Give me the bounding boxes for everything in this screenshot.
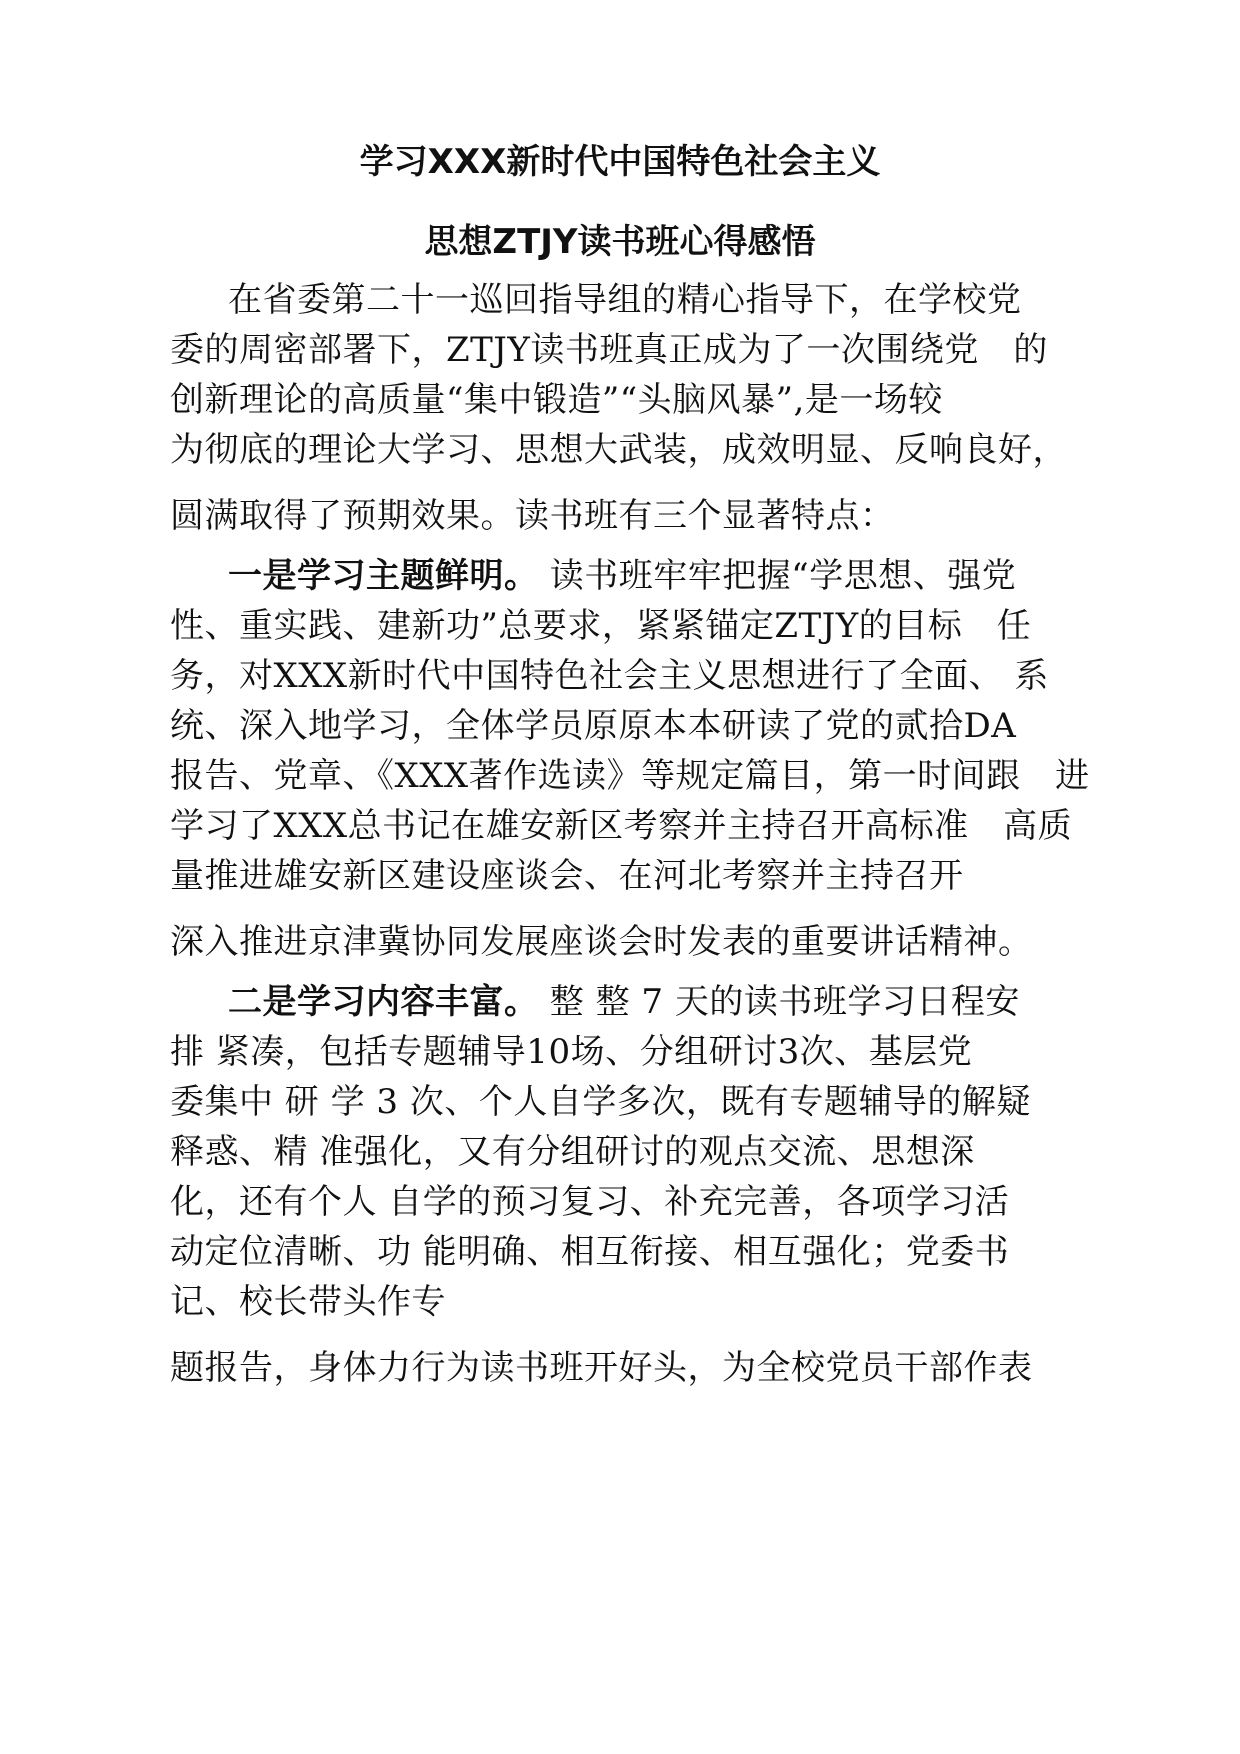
paragraph-2-first-line [228, 556, 1016, 596]
title-line-1: 学习XXX新时代中国特色社会主义 [359, 142, 881, 182]
paragraph-2-line: 学习了XXX总书记在雄安新区考察并主持召开高标准 高质 [170, 806, 1073, 846]
paragraph-2-line: 深入推进京津冀协同发展座谈会时发表的重要讲话精神。 [170, 922, 1033, 962]
paragraph-3-line: 题报告，身体力行为读书班开好头，为全校党员干部作表 [170, 1348, 1033, 1388]
paragraph-3-line: 释惑、精 准强化，又有分组研讨的观点交流、思想深 [170, 1132, 975, 1172]
paragraph-1-line: 委的周密部署下，ZTJY读书班真正成为了一次围绕党 的 [170, 330, 1048, 370]
title-line-2: 思想ZTJY读书班心得感悟 [424, 222, 816, 262]
paragraph-3-line: 整 整 7 天的读书班学习日程安 [538, 982, 1020, 1022]
paragraph-3-line: 委集中 研 学 3 次、个人自学多次，既有专题辅导的解疑 [170, 1082, 1031, 1122]
paragraph-2-line: 读书班牢牢把握“学思想、强党 [538, 556, 1017, 596]
paragraph-1-line: 创新理论的高质量“集中锻造”“头脑风暴”,是一场较 [170, 380, 943, 420]
paragraph-3-line: 排 紧凑，包括专题辅导10场、分组研讨3次、基层党 [170, 1032, 973, 1072]
paragraph-2-lead: 一是学习主题鲜明。 [228, 556, 539, 596]
paragraph-2-line: 统、深入地学习，全体学员原原本本研读了党的贰拾DA [170, 706, 1017, 746]
paragraph-3-line: 化，还有个人 自学的预习复习、补充完善，各项学习活 [170, 1182, 1010, 1222]
paragraph-1-line: 为彻底的理论大学习、思想大武装，成效明显、反响良好， [170, 430, 1067, 470]
paragraph-3-lead: 二是学习内容丰富。 [228, 982, 539, 1022]
paragraph-1-line: 圆满取得了预期效果。读书班有三个显著特点： [170, 496, 895, 536]
paragraph-2-line: 务，对XXX新时代中国特色社会主义思想进行了全面、 系 [170, 656, 1049, 696]
paragraph-3-first-line [228, 982, 1020, 1022]
paragraph-2-line: 性、重实践、建新功”总要求，紧紧锚定ZTJY的目标 任 [170, 606, 1032, 646]
paragraph-1-line: 在省委第二十一巡回指导组的精心指导下，在学校党 [228, 280, 1022, 320]
paragraph-3-line: 记、校长带头作专 [170, 1282, 446, 1322]
paragraph-2-line: 量推进雄安新区建设座谈会、在河北考察并主持召开 [170, 856, 964, 896]
paragraph-3-line: 动定位清晰、功 能明确、相互衔接、相互强化；党委书 [170, 1232, 1010, 1272]
paragraph-2-line: 报告、党章、《XXX著作选读》等规定篇目，第一时间跟 进 [170, 756, 1090, 796]
